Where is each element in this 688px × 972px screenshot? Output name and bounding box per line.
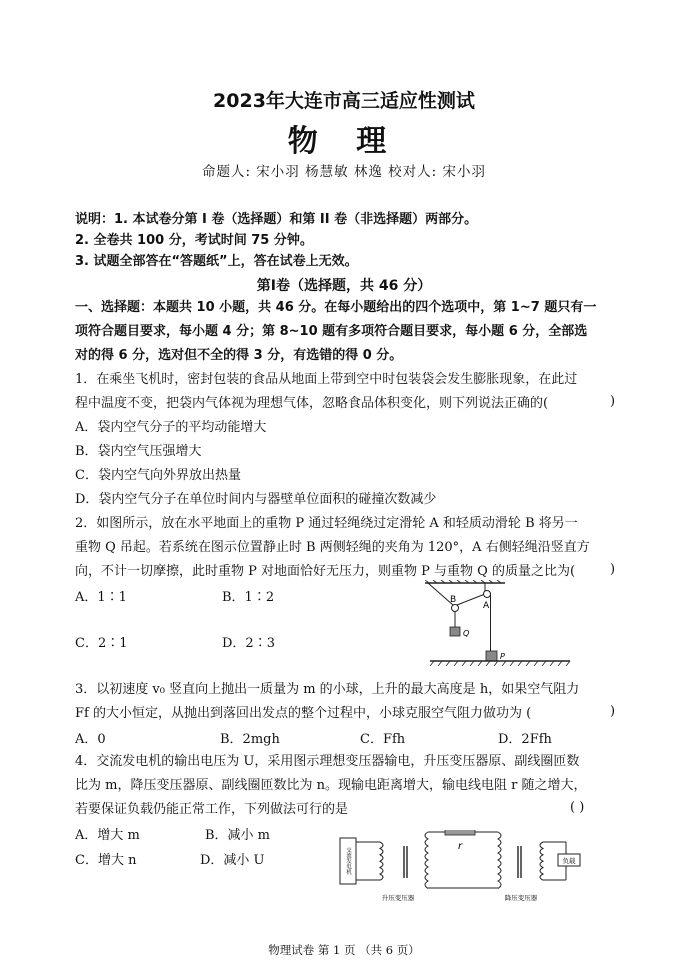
q3-answer-paren: ) bbox=[610, 704, 616, 719]
q1-answer-paren: ) bbox=[610, 394, 616, 409]
section-intro-3: 对的得 6 分，选对但不全的得 3 分，有选错的得 0 分。 bbox=[75, 348, 403, 363]
q1-option-a: A．袋内空气分子的平均动能增大 bbox=[75, 420, 267, 435]
pulley-figure bbox=[425, 580, 575, 672]
step-down-primary-coil bbox=[498, 832, 501, 889]
note-1: 说明：1. 本试卷分第 I 卷（选择题）和第 II 卷（非选择题）两部分。 bbox=[75, 212, 478, 227]
line-resistor bbox=[445, 830, 475, 835]
step-up-label: 升压变压器 bbox=[381, 894, 415, 902]
step-up-primary-coil bbox=[380, 842, 383, 880]
q3-option-b: B．2mgh bbox=[220, 732, 280, 747]
exam-title: 2023年大连市高三适应性测试 bbox=[213, 90, 475, 112]
q2-answer-paren: ) bbox=[610, 562, 616, 577]
q4-answer-paren: ( ) bbox=[570, 800, 585, 815]
q4-stem-3: 若要保证负载仍能正常工作，下列做法可行的是 bbox=[75, 802, 349, 817]
pulley-b bbox=[452, 605, 459, 612]
pulley-a bbox=[484, 591, 491, 598]
authors-line: 命题人: 宋小羽 杨慧敏 林逸 校对人: 宋小羽 bbox=[201, 164, 487, 180]
q3-option-a: A．0 bbox=[75, 732, 106, 747]
weight-p bbox=[486, 651, 497, 661]
q2-stem-3: 向，不计一切摩擦，此时重物 P 对地面恰好无压力，则重物 P 与重物 Q 的质量之比为( bbox=[75, 564, 576, 579]
weight-q-label: Q bbox=[463, 629, 470, 638]
section-title: 第Ⅰ卷（选择题，共 46 分） bbox=[256, 278, 432, 294]
q1-option-c: C．袋内空气向外界放出热量 bbox=[75, 468, 241, 483]
q2-option-a: A．1∶1 bbox=[75, 590, 127, 605]
q1-option-b: B．袋内空气压强增大 bbox=[75, 444, 202, 459]
q4-option-a: A．增大 m bbox=[75, 828, 140, 843]
q4-option-c: C．增大 n bbox=[75, 853, 137, 868]
weight-p-label: P bbox=[500, 652, 505, 661]
note-3: 3. 试题全部答在“答题纸”上，答在试卷上无效。 bbox=[75, 254, 358, 269]
note-2: 2. 全卷共 100 分，考试时间 75 分钟。 bbox=[75, 233, 313, 248]
q4-option-d: D．减小 U bbox=[200, 853, 265, 868]
transmission-circuit bbox=[338, 830, 588, 905]
q1-stem-1: 1．在乘坐飞机时，密封包装的食品从地面上带到空中时包装袋会发生膨胀现象，在此过 bbox=[75, 372, 578, 387]
q2-option-c: C．2∶1 bbox=[75, 636, 128, 651]
q4-stem-2: 比为 m，降压变压器原、副线圈匝数比为 n。现输电距离增大，输电线电阻 r 随之增大， bbox=[75, 778, 587, 793]
q2-option-b: B．1∶2 bbox=[222, 590, 275, 605]
q3-option-c: C．Ffh bbox=[360, 732, 406, 747]
generator-label: 交流发电机 bbox=[345, 847, 351, 875]
q4-stem-1: 4．交流发电机的输出电压为 U，采用图示理想变压器输电，升压变压器原、副线圈匝数 bbox=[75, 754, 580, 769]
q4-option-b: B．减小 m bbox=[205, 828, 271, 843]
load-label: 负载 bbox=[562, 857, 576, 865]
q2-option-d: D．2∶3 bbox=[222, 636, 275, 651]
pulley-b-label: B bbox=[450, 595, 457, 605]
resistor-label: r bbox=[457, 841, 463, 852]
q3-stem-2: Ff 的大小恒定，从抛出到落回出发点的整个过程中，小球克服空气阻力做功为 ( bbox=[75, 706, 532, 721]
page-footer: 物理试卷 第 1 页 （共 6 页） bbox=[268, 943, 420, 957]
q3-stem-1: 3．以初速度 v₀ 竖直向上抛出一质量为 m 的小球，上升的最大高度是 h，如果空气阻力 bbox=[75, 682, 580, 697]
step-down-secondary-coil bbox=[540, 842, 543, 880]
q2-stem-2: 重物 Q 吊起。若系统在图示位置静止时 B 两侧轻绳的夹角为 120°，A 右侧轻绳沿竖直方 bbox=[75, 540, 590, 555]
weight-q bbox=[450, 627, 460, 636]
section-intro-1: 一、选择题：本题共 10 小题，共 46 分。在每小题给出的四个选项中，第 1~7 题只有一 bbox=[75, 300, 597, 315]
q2-stem-1: 2．如图所示，放在水平地面上的重物 P 通过轻绳绕过定滑轮 A 和轻质动滑轮 B 将另一 bbox=[75, 516, 578, 531]
subject-title: 物 理 bbox=[287, 124, 401, 159]
middle-rope bbox=[457, 594, 485, 605]
q1-stem-2: 程中温度不变，把袋内气体视为理想气体，忽略食品体积变化，则下列说法正确的( bbox=[75, 396, 549, 411]
q1-option-d: D．袋内空气分子在单位时间内与器壁单位面积的碰撞次数减少 bbox=[75, 492, 437, 507]
step-up-secondary-coil bbox=[425, 832, 428, 889]
section-intro-2: 项符合题目要求，每小题 4 分；第 8~10 题有多项符合题目要求，每小题 6 分，全部选 bbox=[75, 324, 588, 339]
step-down-label: 降压变压器 bbox=[504, 894, 538, 902]
q3-option-d: D．2Ffh bbox=[498, 732, 552, 747]
pulley-a-label: A bbox=[483, 601, 490, 611]
